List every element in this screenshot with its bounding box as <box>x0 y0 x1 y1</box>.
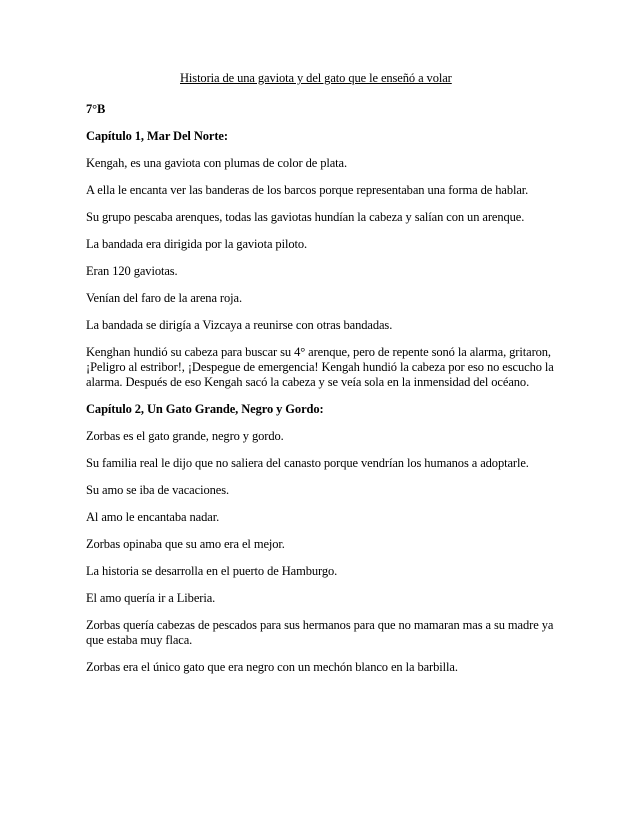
paragraph: Su grupo pescaba arenques, todas las gaviotas hundían la cabeza y salían con un arenque. <box>86 210 525 224</box>
document-title: Historia de una gaviota y del gato que le enseñó a volar <box>180 71 452 85</box>
paragraph: La bandada se dirigía a Vizcaya a reunirse con otras bandadas. <box>86 318 393 332</box>
grade-label: 7°B <box>86 102 106 116</box>
paragraph: Eran 120 gaviotas. <box>86 264 178 278</box>
paragraph: Venían del faro de la arena roja. <box>86 291 242 305</box>
paragraph: Kenghan hundió su cabeza para buscar su 4° arenque, pero de repente sonó la alarma, gritaron, ¡Peligro al estribor!, ¡Despegue de emergencia! Kengah hundió la cabeza por eso no escucho la alarma. Después de eso Kengah sacó la cabeza y se veía sola en la inmensidad del océano. <box>86 345 554 389</box>
paragraph: La historia se desarrolla en el puerto de Hamburgo. <box>86 564 338 578</box>
paragraph: Al amo le encantaba nadar. <box>86 510 220 524</box>
chapter-2-heading: Capítulo 2, Un Gato Grande, Negro y Gordo: <box>86 402 324 416</box>
document-body <box>86 102 556 687</box>
paragraph: Su familia real le dijo que no saliera del canasto porque vendrían los humanos a adoptarle. <box>86 456 529 470</box>
paragraph: Kengah, es una gaviota con plumas de color de plata. <box>86 156 348 170</box>
chapter-1-heading: Capítulo 1, Mar Del Norte: <box>86 129 228 143</box>
paragraph: Zorbas es el gato grande, negro y gordo. <box>86 429 284 443</box>
paragraph: La bandada era dirigida por la gaviota piloto. <box>86 237 308 251</box>
paragraph: Su amo se iba de vacaciones. <box>86 483 229 497</box>
paragraph: Zorbas opinaba que su amo era el mejor. <box>86 537 285 551</box>
paragraph: Zorbas quería cabezas de pescados para sus hermanos para que no mamaran mas a su madre ya que estaba muy flaca. <box>86 618 554 647</box>
paragraph: A ella le encanta ver las banderas de los barcos porque representaban una forma de hablar. <box>86 183 529 197</box>
paragraph: Zorbas era el único gato que era negro con un mechón blanco en la barbilla. <box>86 660 458 674</box>
paragraph: El amo quería ir a Liberia. <box>86 591 216 605</box>
